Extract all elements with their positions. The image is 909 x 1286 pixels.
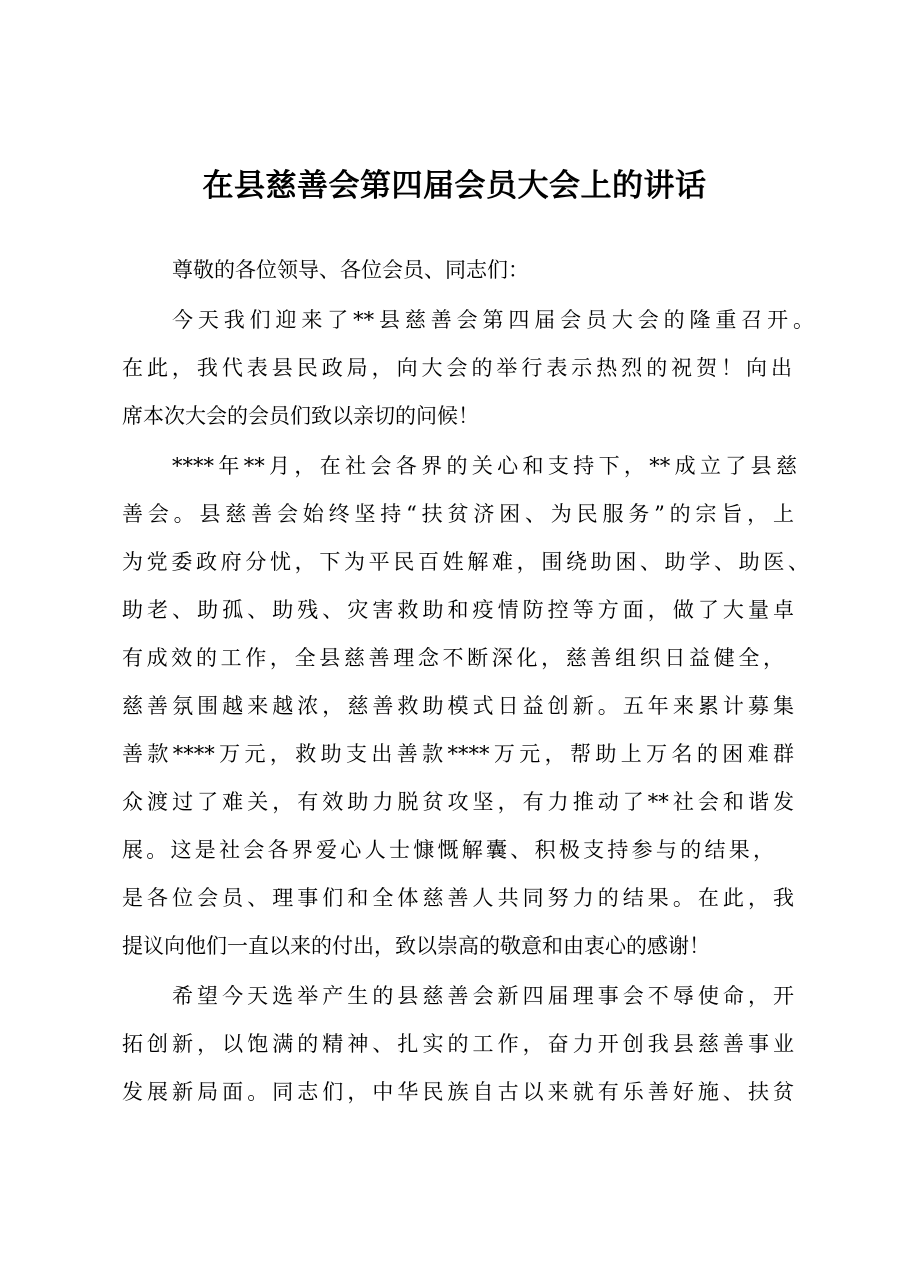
paragraph-line: 为党委政府分忧，下为平民百姓解难，围绕助困、助学、助医、 (122, 550, 809, 574)
paragraph-line: 发展新局面。同志们，中华民族自古以来就有乐善好施、扶贫 (122, 1080, 794, 1104)
paragraph-line: 慈善氛围越来越浓，慈善救助模式日益创新。五年来累计募集 (122, 694, 794, 718)
paragraph-line: 是各位会员、理事们和全体慈善人共同努力的结果。在此，我 (122, 886, 794, 910)
paragraph-line: 众渡过了难关，有效助力脱贫攻坚，有力推动了**社会和谐发 (122, 790, 794, 814)
document-title: 在县慈善会第四届会员大会上的讲话 (202, 168, 707, 204)
paragraph-line: 今天我们迎来了**县慈善会第四届会员大会的隆重召开。 (172, 308, 814, 332)
paragraph-line: 善会。县慈善会始终坚持“扶贫济困、为民服务”的宗旨，上 (122, 502, 794, 526)
paragraph-line: 在此，我代表县民政局，向大会的举行表示热烈的祝贺！向出 (122, 356, 792, 380)
paragraph-line: 善款****万元，救助支出善款****万元，帮助上万名的困难群 (122, 742, 794, 766)
salutation-line: 尊敬的各位领导、各位会员、同志们： (172, 258, 529, 282)
paragraph-line: 展。这是社会各界爱心人士慷慨解囊、积极支持参与的结果， (122, 838, 774, 862)
paragraph-line: 拓创新，以饱满的精神、扎实的工作，奋力开创我县慈善事业 (122, 1032, 794, 1056)
paragraph-line: 有成效的工作，全县慈善理念不断深化，慈善组织日益健全， (122, 646, 784, 670)
paragraph-line: ****年**月，在社会各界的关心和支持下，**成立了县慈 (172, 454, 797, 478)
paragraph-line: 希望今天选举产生的县慈善会新四届理事会不辱使命，开 (172, 984, 794, 1008)
paragraph-line: 席本次大会的会员们致以亲切的问候！ (122, 404, 479, 428)
paragraph-line: 提议向他们一直以来的付出，致以崇高的敬意和由衷心的感谢！ (122, 934, 710, 958)
paragraph-line: 助老、助孤、助残、灾害救助和疫情防控等方面，做了大量卓 (122, 598, 794, 622)
